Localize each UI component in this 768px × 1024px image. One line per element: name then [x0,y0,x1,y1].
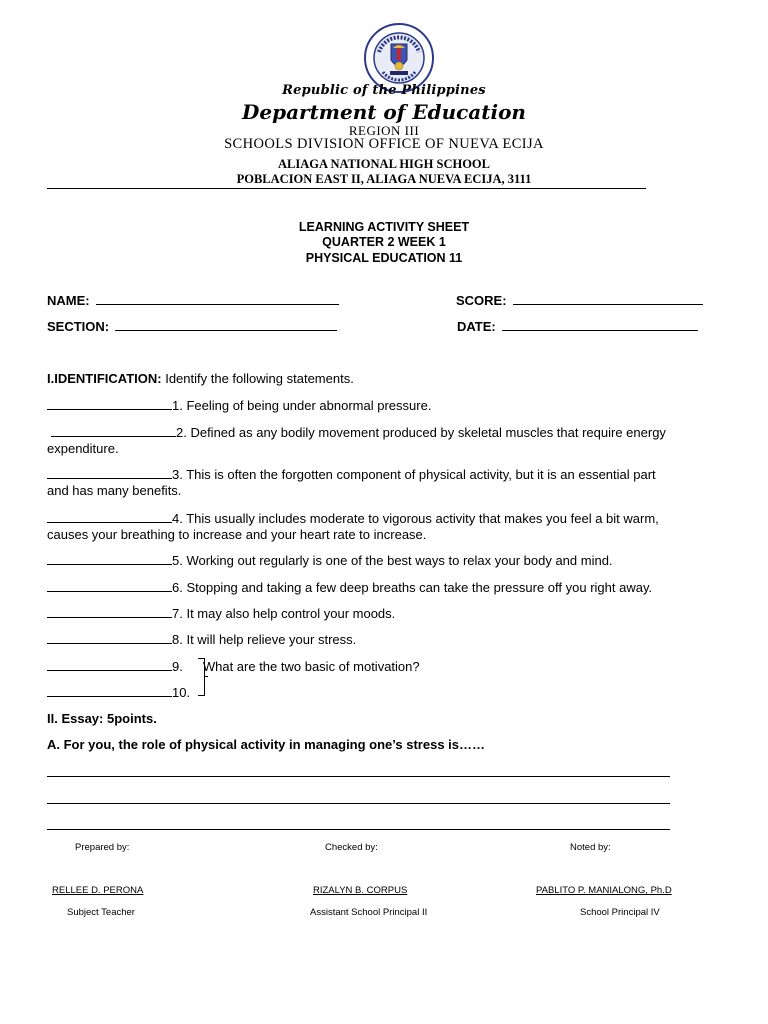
list-item [47,684,727,701]
name-label: NAME: [47,293,90,308]
list-item [47,397,727,414]
item-text: 7. It may also help control your moods. [172,606,396,621]
item-text: 2. Defined as any bodily movement produced by skeletal muscles that require energy [176,425,666,440]
date-blank[interactable] [502,318,698,331]
list-item [47,424,727,457]
item-text-continued: and has many benefits. [47,483,182,498]
item-text: 3. This is often the forgotten component of physical activity, but it is an essential part [172,467,656,482]
prepared-by-label: Prepared by: [75,842,130,853]
checked-by-title: Assistant School Principal II [310,907,428,918]
sheet-title: LEARNING ACTIVITY SHEET [298,220,470,234]
item-text-continued: causes your breathing to increase and your heart rate to increase. [47,527,427,542]
answer-blank[interactable] [47,397,172,410]
score-label: SCORE: [456,293,507,308]
item-text-continued: expenditure. [47,441,119,456]
date-field[interactable] [457,318,698,334]
answer-blank[interactable] [47,579,172,592]
answer-blank[interactable] [47,466,172,479]
essay-answer-line[interactable] [47,803,670,804]
date-label: DATE: [457,319,496,334]
item-text: What are the two basic of motivation? [202,659,420,674]
item-text: 8. It will help relieve your stress. [172,632,357,647]
answer-blank[interactable] [47,605,172,618]
list-item [47,658,727,675]
division-label: SCHOOLS DIVISION OFFICE OF NUEVA ECIJA [224,136,544,152]
essay-answer-line[interactable] [47,776,670,777]
essay-heading: II. Essay: 5points. [47,711,157,726]
quarter-week: QUARTER 2 WEEK 1 [322,235,446,249]
bracket-mark [198,658,205,696]
name-blank[interactable] [96,292,339,305]
department-title: Department of Education [242,100,526,124]
noted-by-name: PABLITO P. MANIALONG, Ph.D [536,885,672,896]
list-item [47,579,727,596]
prepared-by-title: Subject Teacher [67,907,135,918]
item-text: 4. This usually includes moderate to vigorous activity that makes you feel a bit warm, [172,511,659,526]
list-item [47,552,727,569]
identification-label: I.IDENTIFICATION: [47,371,162,386]
bracket-tick [204,676,208,677]
essay-answer-line[interactable] [47,829,670,830]
school-name: ALIAGA NATIONAL HIGH SCHOOL [278,157,490,171]
list-item [47,466,727,499]
answer-blank[interactable] [47,684,172,697]
score-blank[interactable] [513,292,703,305]
item-text: 6. Stopping and taking a few deep breaths can take the pressure off you right away. [172,580,653,595]
item-text: 1. Feeling of being under abnormal pressure. [172,398,432,413]
prepared-by-name: RELLEE D. PERONA [52,885,144,896]
score-field[interactable] [456,292,703,308]
list-item [47,605,727,622]
item-number: 9. [172,659,183,674]
answer-blank[interactable] [47,552,172,565]
answer-blank[interactable] [47,631,172,644]
identification-instruction: Identify the following statements. [161,371,354,386]
name-field[interactable] [47,292,339,308]
identification-heading [47,371,354,387]
noted-by-title: School Principal IV [580,907,660,918]
answer-blank[interactable] [47,510,172,523]
header-divider [47,188,646,189]
region-label: REGION III [348,123,420,138]
answer-blank[interactable] [47,658,172,671]
checked-by-name: RIZALYN B. CORPUS [313,885,408,896]
republic-label: Republic of the Philippines [282,83,486,98]
item-text: 5. Working out regularly is one of the best ways to relax your body and mind. [172,553,613,568]
checked-by-label: Checked by: [325,842,378,853]
list-item [47,510,727,543]
item-number: 10. [172,685,191,700]
noted-by-label: Noted by: [570,842,611,853]
school-address: POBLACION EAST II, ALIAGA NUEVA ECIJA, 3111 [236,172,532,186]
essay-question: A. For you, the role of physical activity in managing one’s stress is…… [47,737,486,752]
section-blank[interactable] [115,318,337,331]
section-field[interactable] [47,318,337,334]
list-item [47,631,727,648]
answer-blank[interactable] [51,424,176,437]
subject-title: PHYSICAL EDUCATION 11 [305,251,463,265]
section-label: SECTION: [47,319,110,334]
